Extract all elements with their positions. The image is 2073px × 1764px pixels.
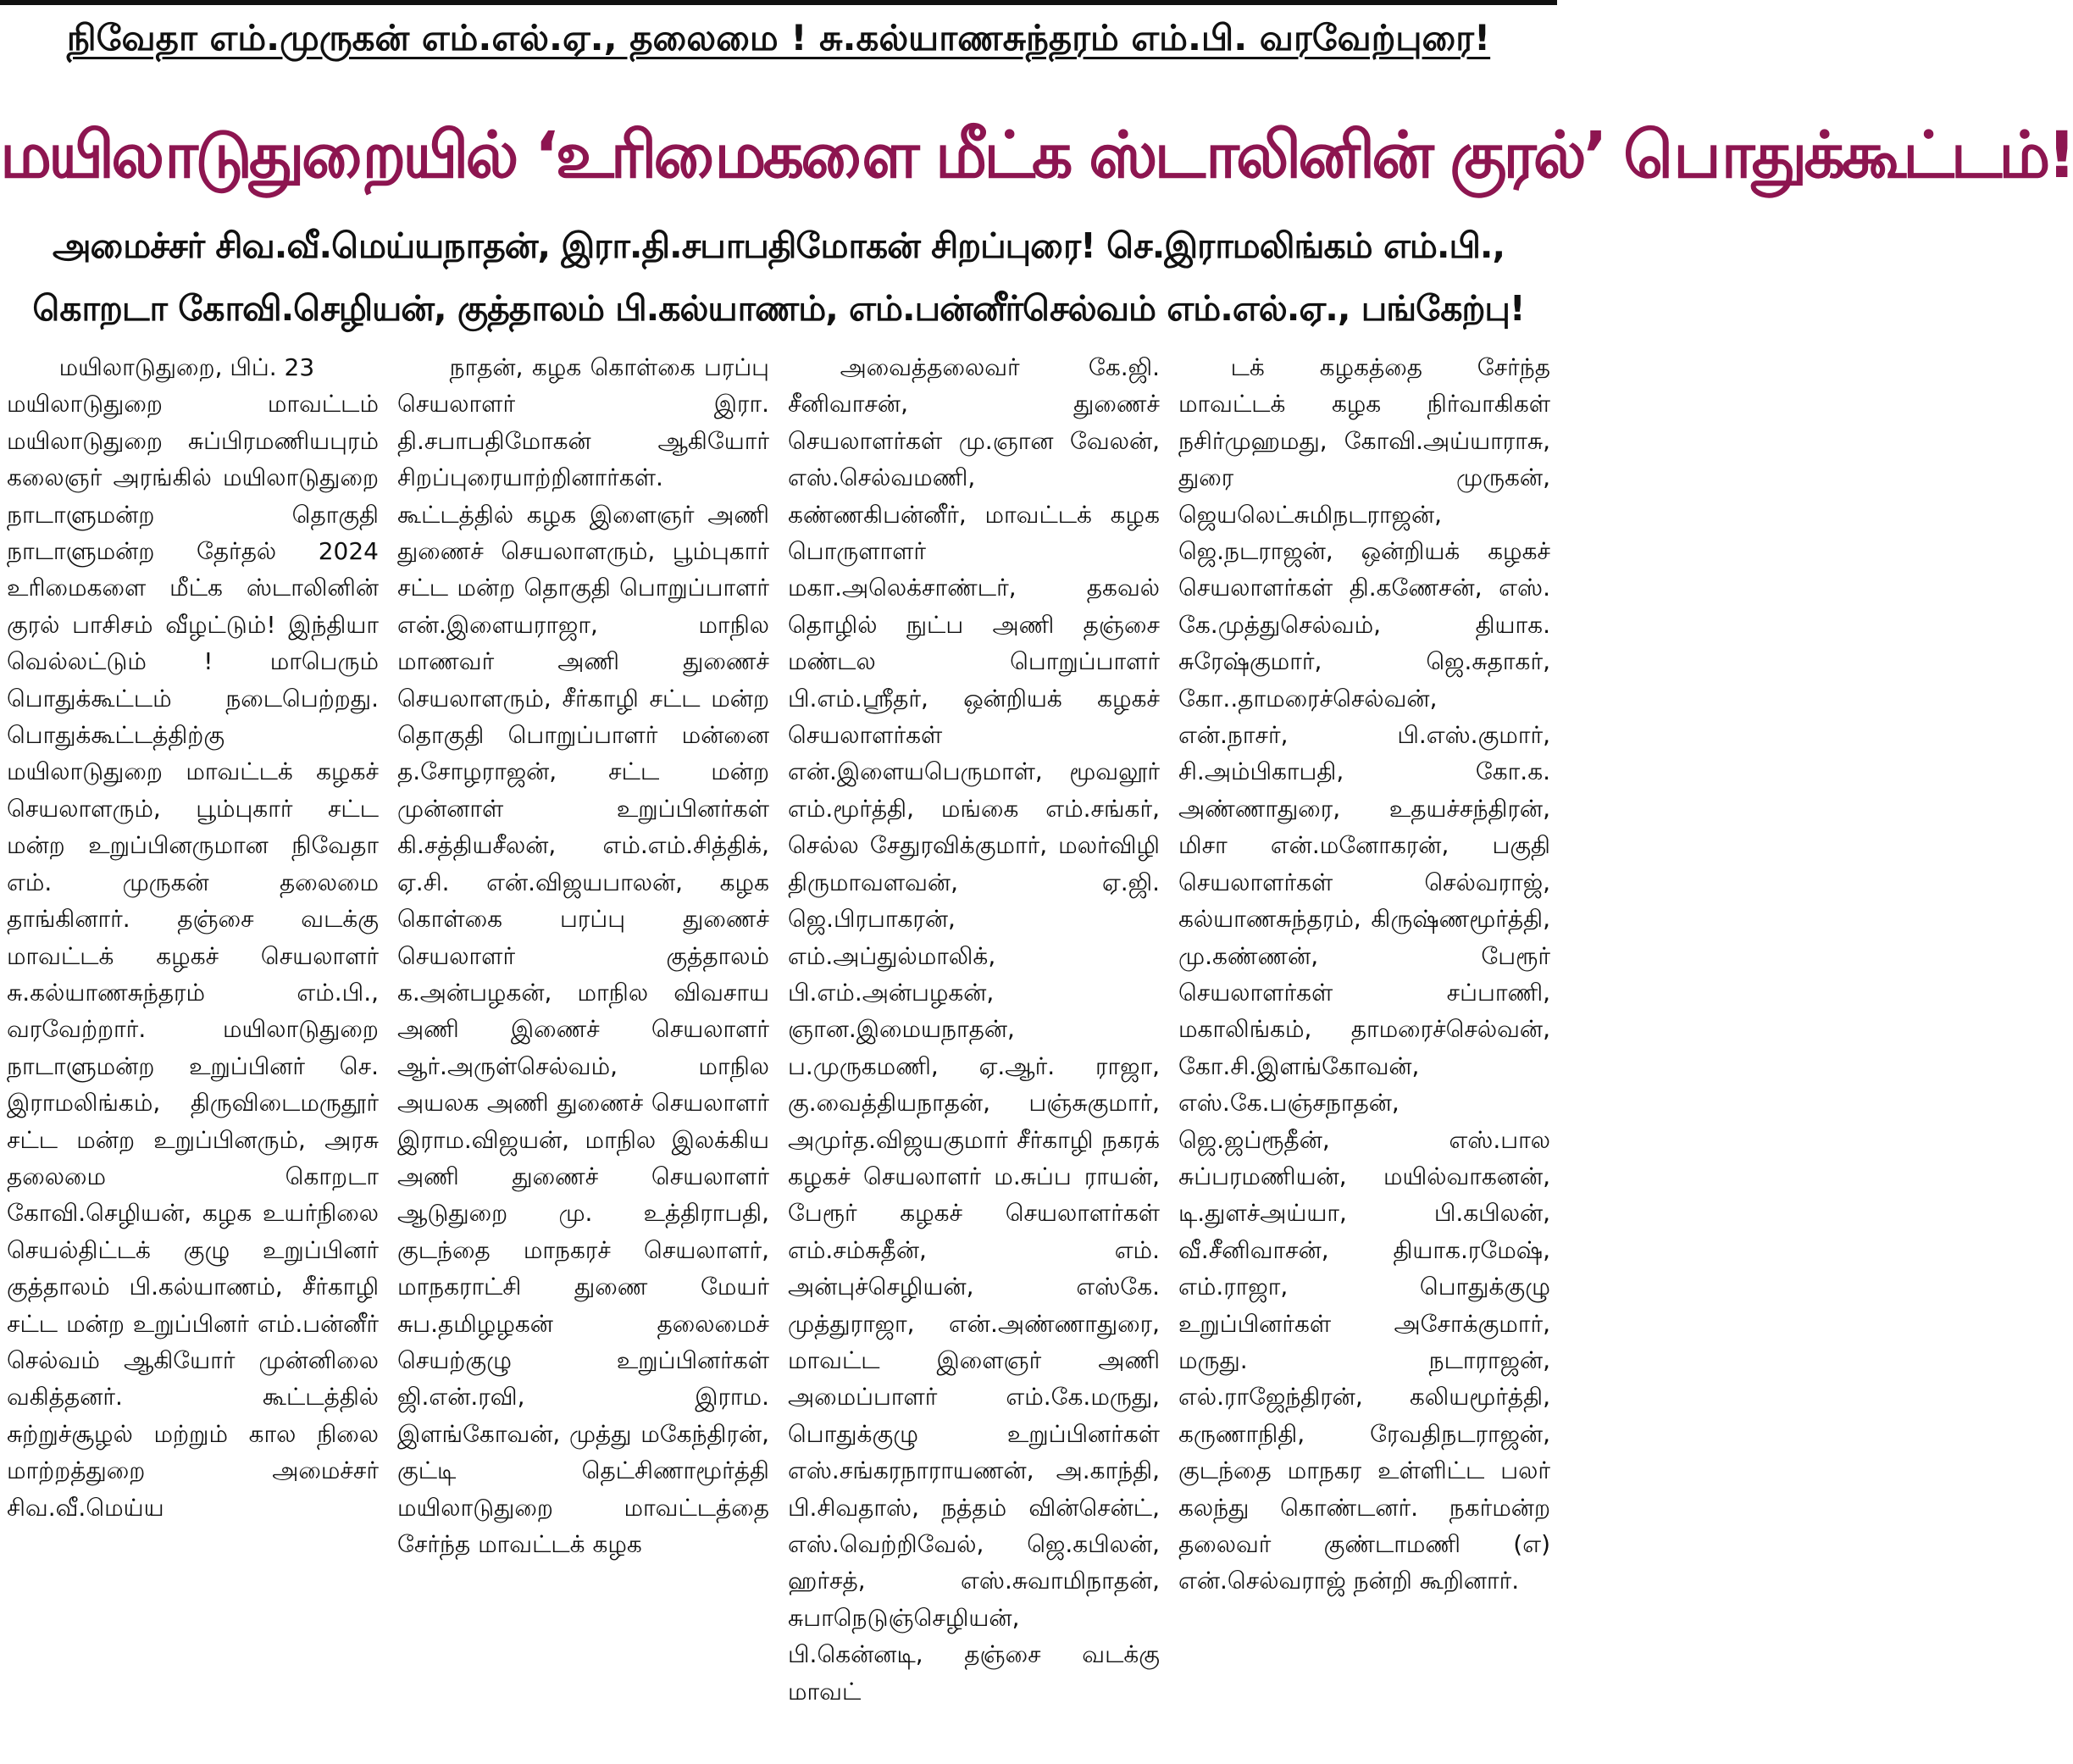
subhead-line-1: அமைச்சர் சிவ.வீ.மெய்யநாதன், இரா.தி.சபாபதிமோகன் சிறப்புரை! செ.இராமலிங்கம் எம்.பி., — [52, 225, 1505, 266]
dateline: மயிலாடுதுறை, பிப். 23 — [58, 353, 315, 381]
column-1-text: மயிலாடுதுறை மாவட்டம் மயிலாடுதுறை சுப்பிரமணியபுரம் கலைஞர் அரங்கில் மயிலாடுதுறை நாடாளுமன்ற தொகுதி நாடாளுமன்ற தேர்தல் 2024 உரிமைகளை மீட்க ஸ்டாலினின் குரல் பாசிசம் வீழட்டும்! இந்தியா வெல்லட்டும் ! மாபெரும் பொதுக்கூட்டம் நடைபெற்றது. பொதுக்கூட்டத்திற்கு மயிலாடுதுறை மாவட்டக் கழகச் செயலாளரும், பூம்புகார் சட்ட மன்ற உறுப்பினருமான நிவேதா எம். முருகன் தலைமை தாங்கினார். தஞ்சை வடக்கு மாவட்டக் கழகச் செயலாளர் சு.கல்யாணசுந்தரம் எம்.பி., வரவேற்றார். மயிலாடுதுறை நாடாளுமன்ற உறுப்பினர் செ. இராமலிங்கம், திருவிடைமருதூர் சட்ட மன்ற உறுப்பினரும், அரசு தலைமை கொறடா கோவி.செழியன், கழக உயர்நிலை செயல்திட்டக் குழு உறுப்பினர் குத்தாலம் பி.கல்யாணம், சீர்காழி சட்ட மன்ற உறுப்பினர் எம்.பன்னீர் செல்வம் ஆகியோர் முன்னிலை வகித்தனர். கூட்டத்தில் சுற்றுச்சூழல் மற்றும் கால நிலை மாற்றத்துறை அமைச்சர் சிவ.வீ.மெய்ய — [7, 390, 379, 1522]
article-column-4: டக் கழகத்தை சேர்ந்த மாவட்டக் கழக நிர்வாகிகள் நசிர்முஹமது, கோவி.அய்யாராசு, துரை முருகன், ஜெயலெட்சுமிநடராஜன், ஜெ.நடராஜன், ஒன்றியக் கழகச் செயலாளர்கள் தி.கணேசன், எஸ். கே.முத்துசெல்வம், தியாக. சுரேஷ்குமார், ஜெ.சுதாகர், கோ..தாமரைச்செல்வன், என்.நாசர், பி.எஸ்.குமார், சி.அம்பிகாபதி, கோ.க. அண்ணாதுரை, உதயச்சந்திரன், மிசா என்.மனோகரன், பகுதி செயலாளர்கள் செல்வராஜ், கல்யாணசுந்தரம், கிருஷ்ணமூர்த்தி, மு.கண்ணன், பேரூர் செயலாளர்கள் சப்பாணி, மகாலிங்கம், தாமரைச்செல்வன், கோ.சி.இளங்கோவன், எஸ்.கே.பஞ்சநாதன், ஜெ.ஜப்ரூதீன், எஸ்.பால சுப்பரமணியன், மயில்வாகனன், டி.துளச்அய்யா, பி.கபிலன், வீ.சீனிவாசன், தியாக.ரமேஷ், எம்.ராஜா, பொதுக்குழு உறுப்பினர்கள் அசோக்குமார், மருது. நடாராஜன், எல்.ராஜேந்திரன், கலியமூர்த்தி, கருணாநிதி, ரேவதிநடராஜன், குடந்தை மாநகர உள்ளிட்ட பலர் கலந்து கொண்டனர். நகர்மன்ற தலைவர் குண்டாமணி (எ) என்.செல்வராஜ் நன்றி கூறினார். — [1178, 353, 1550, 1595]
subhead-line-2: கொறடா கோவி.செழியன், குத்தாலம் பி.கல்யாணம், எம்.பன்னீர்செல்வம் எம்.எல்.ஏ., பங்கேற்பு! — [32, 288, 1525, 329]
article-column-2: நாதன், கழக கொள்கை பரப்பு செயலாளர் இரா. தி.சபாபதிமோகன் ஆகியோர் சிறப்புரையாற்றினார்கள். கூட்டத்தில் கழக இளைஞர் அணி துணைச் செயலாளரும், பூம்புகார் சட்ட மன்ற தொகுதி பொறுப்பாளர் என்.இளையராஜா, மாநில மாணவர் அணி துணைச் செயலாளரும், சீர்காழி சட்ட மன்ற தொகுதி பொறுப்பாளர் மன்னை த.சோழராஜன், சட்ட மன்ற முன்னாள் உறுப்பினர்கள் கி.சத்தியசீலன், எம்.எம்.சித்திக், ஏ.சி. என்.விஜயபாலன், கழக கொள்கை பரப்பு துணைச் செயலாளர் குத்தாலம் க.அன்பழகன், மாநில விவசாய அணி இணைச் செயலாளர் ஆர்.அருள்செல்வம், மாநில அயலக அணி துணைச் செயலாளர் இராம.விஜயன், மாநில இலக்கிய அணி துணைச் செயலாளர் ஆடுதுறை மு. உத்திராபதி, குடந்தை மாநகரச் செயலாளர், மாநகராட்சி துணை மேயர் சுப.தமிழழகன் தலைமைச் செயற்குழு உறுப்பினர்கள் ஜி.என்.ரவி, இராம. இளங்கோவன், முத்து மகேந்திரன், குட்டி தெட்சிணாமூர்த்தி மயிலாடுதுறை மாவட்டத்தை சேர்ந்த மாவட்டக் கழக — [397, 353, 769, 1558]
kicker-line — [0, 12, 1557, 64]
article-column-3: அவைத்தலைவர் கே.ஜி. சீனிவாசன், துணைச் செயலாளர்கள் மு.ஞான வேலன், எஸ்.செல்வமணி, கண்ணகிபன்னீர், மாவட்டக் கழக பொருளாளர் மகா.அலெக்சாண்டர், தகவல் தொழில் நுட்ப அணி தஞ்சை மண்டல பொறுப்பாளர் பி.எம்.ஸ்ரீதர், ஒன்றியக் கழகச் செயலாளர்கள் என்.இளையபெருமாள், மூவலூர் எம்.மூர்த்தி, மங்கை எம்.சங்கர், செல்ல சேதுரவிக்குமார், மலர்விழி திருமாவளவன், ஏ.ஜி. ஜெ.பிரபாகரன், எம்.அப்துல்மாலிக், பி.எம்.அன்பழகன், ஞான.இமையநாதன், ப.முருகமணி, ஏ.ஆர். ராஜா, கு.வைத்தியநாதன், பஞ்சுகுமார், அமுர்த.விஜயகுமார் சீர்காழி நகரக் கழகச் செயலாளர் ம.சுப்ப ராயன், பேரூர் கழகச் செயலாளர்கள் எம்.சம்சுதீன், எம். அன்புச்செழியன், எஸ்கே. முத்துராஜா, என்.அண்ணாதுரை, மாவட்ட இளைஞர் அணி அமைப்பாளர் எம்.கே.மருது, பொதுக்குழு உறுப்பினர்கள் எஸ்.சங்கரநாராயணன், அ.காந்தி, பி.சிவதாஸ், நத்தம் வின்சென்ட், எஸ்.வெற்றிவேல், ஜெ.கபிலன், ஹர்சத், எஸ்.சுவாமிநாதன், சுபாநெடுஞ்செழியன், பி.கென்னடி, தஞ்சை வடக்கு மாவட் — [788, 353, 1160, 1706]
headline: மயிலாடுதுறையில் ‘உரிமைகளை மீட்க ஸ்டாலினின் குரல்’ பொதுக்கூட்டம்! — [0, 117, 2073, 192]
top-rule — [0, 0, 1557, 5]
article-columns — [7, 349, 1550, 1756]
kicker-text: நிவேதா எம்.முருகன் எம்.எல்.ஏ., தலைமை ! சு.கல்யாணசுந்தரம் எம்.பி. வரவேற்புரை! — [66, 17, 1491, 58]
article-column-1 — [7, 349, 379, 1756]
